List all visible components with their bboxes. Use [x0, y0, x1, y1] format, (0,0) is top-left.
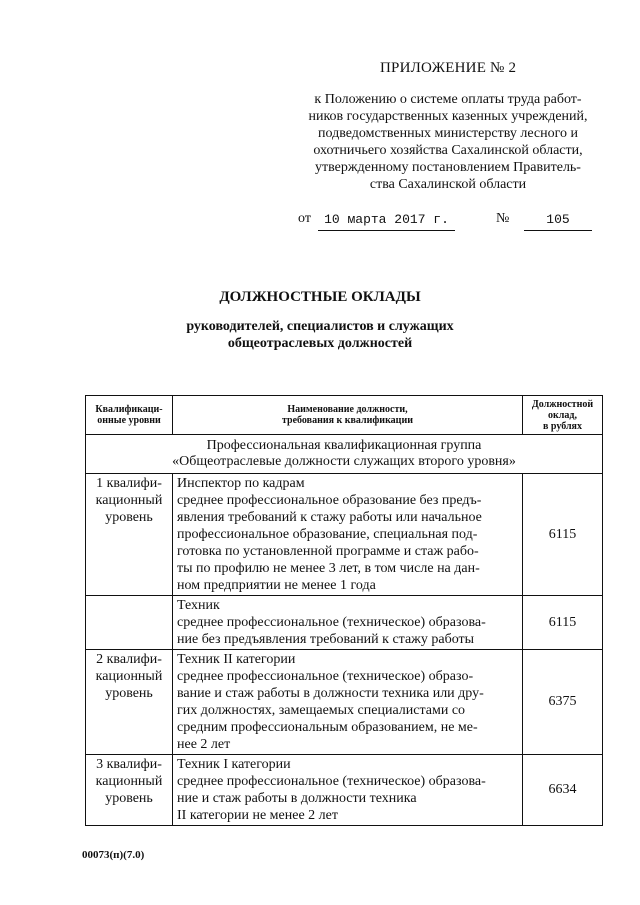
requirement-line: ном предприятии не менее 1 года [177, 578, 376, 593]
salary-cell: 6634 [523, 755, 603, 826]
level-line: 3 квалифи- [96, 757, 162, 772]
requirement-line: II категории не менее 2 лет [177, 808, 338, 823]
requirement-line: среднее профессиональное образование без предъ- [177, 493, 482, 508]
document-title: ДОЛЖНОСТНЫЕ ОКЛАДЫ [219, 289, 421, 305]
appendix-line: утвержденному постановлением Правитель- [315, 160, 581, 175]
header-position [173, 396, 523, 435]
header-text: Квалификаци- [95, 404, 163, 415]
appendix-line: охотничьего хозяйства Сахалинской области, [313, 143, 583, 158]
level-line: уровень [105, 686, 153, 701]
header-text: онные уровни [97, 415, 161, 426]
position-name: Техник II категории [177, 652, 296, 667]
group-line: «Общеотраслевые должности служащих второго уровня» [172, 454, 516, 469]
requirement-line: ты по профилю не менее 3 лет, в том числе на дан- [177, 561, 480, 576]
appendix-line: подведомственных министерству лесного и [318, 126, 578, 141]
date-value: 10 марта 2017 г. [318, 209, 455, 231]
requirement-line: явления требований к стажу работы или начальное [177, 510, 482, 525]
level-line: уровень [105, 791, 153, 806]
position-name: Инспектор по кадрам [177, 476, 305, 491]
requirement-line: среднее профессиональное (техническое) образова- [177, 615, 486, 630]
requirement-line: средним профессиональным образованием, не ме- [177, 720, 478, 735]
subtitle-line: руководителей, специалистов и служащих [186, 319, 454, 334]
reference-line [298, 209, 593, 233]
date-label: от [298, 211, 311, 226]
header-salary [523, 396, 603, 435]
group-line: Профессиональная квалификационная группа [206, 438, 482, 453]
level-line: уровень [105, 510, 153, 525]
level-cell [86, 755, 173, 826]
group-row [86, 435, 603, 474]
number-label: № [496, 211, 510, 226]
level-line: 2 квалифи- [96, 652, 162, 667]
footer-code: 00073(п)(7.0) [82, 849, 145, 861]
requirement-line: гих должностях, замещаемых специалистами со [177, 703, 466, 718]
requirement-line: нее 2 лет [177, 737, 231, 752]
appendix-line: ников государственных казенных учреждений, [308, 109, 588, 124]
requirement-line: ние и стаж работы в должности техника [177, 791, 417, 806]
level-cell [86, 596, 173, 650]
level-line: кационный [95, 669, 163, 684]
table-header-row [86, 396, 603, 435]
appendix-line: к Положению о системе оплаты труда работ- [314, 92, 582, 107]
position-cell [173, 650, 523, 755]
position-cell [173, 596, 523, 650]
level-cell [86, 650, 173, 755]
appendix-description [298, 91, 598, 193]
header-text: Должностной [531, 398, 594, 410]
requirement-line: среднее профессиональное (техническое) образова- [177, 774, 486, 789]
level-line: кационный [95, 774, 163, 789]
table-row [86, 650, 603, 755]
header-text: требования к квалификации [282, 415, 413, 426]
appendix-line: ства Сахалинской области [369, 177, 527, 192]
document-subtitle [0, 318, 640, 352]
group-heading [86, 435, 603, 474]
table-row [86, 596, 603, 650]
subtitle-line: общеотраслевых должностей [227, 336, 413, 351]
table-row [86, 755, 603, 826]
salary-cell: 6115 [523, 474, 603, 596]
salary-cell: 6375 [523, 650, 603, 755]
header-text: Наименование должности, [287, 404, 408, 415]
requirement-line: вание и стаж работы в должности техника или дру- [177, 686, 484, 701]
header-level [86, 396, 173, 435]
header-text: оклад, [548, 409, 577, 421]
number-value: 105 [524, 209, 592, 231]
requirement-line: ние без предъявления требований к стажу работы [177, 632, 475, 647]
level-cell [86, 474, 173, 596]
header-text: в рублях [543, 420, 582, 432]
level-line: 1 квалифи- [96, 476, 162, 491]
requirement-line: готовка по установленной программе и стаж рабо- [177, 544, 479, 559]
level-line: кационный [95, 493, 163, 508]
position-cell [173, 474, 523, 596]
salary-cell: 6115 [523, 596, 603, 650]
requirement-line: среднее профессиональное (техническое) образо- [177, 669, 474, 684]
requirement-line: профессиональное образование, специальная под- [177, 527, 478, 542]
appendix-title: ПРИЛОЖЕНИЕ № 2 [380, 60, 517, 76]
position-name: Техник I категории [177, 757, 291, 772]
table-row [86, 474, 603, 596]
position-name: Техник [177, 598, 220, 613]
salary-table [85, 395, 603, 826]
position-cell [173, 755, 523, 826]
